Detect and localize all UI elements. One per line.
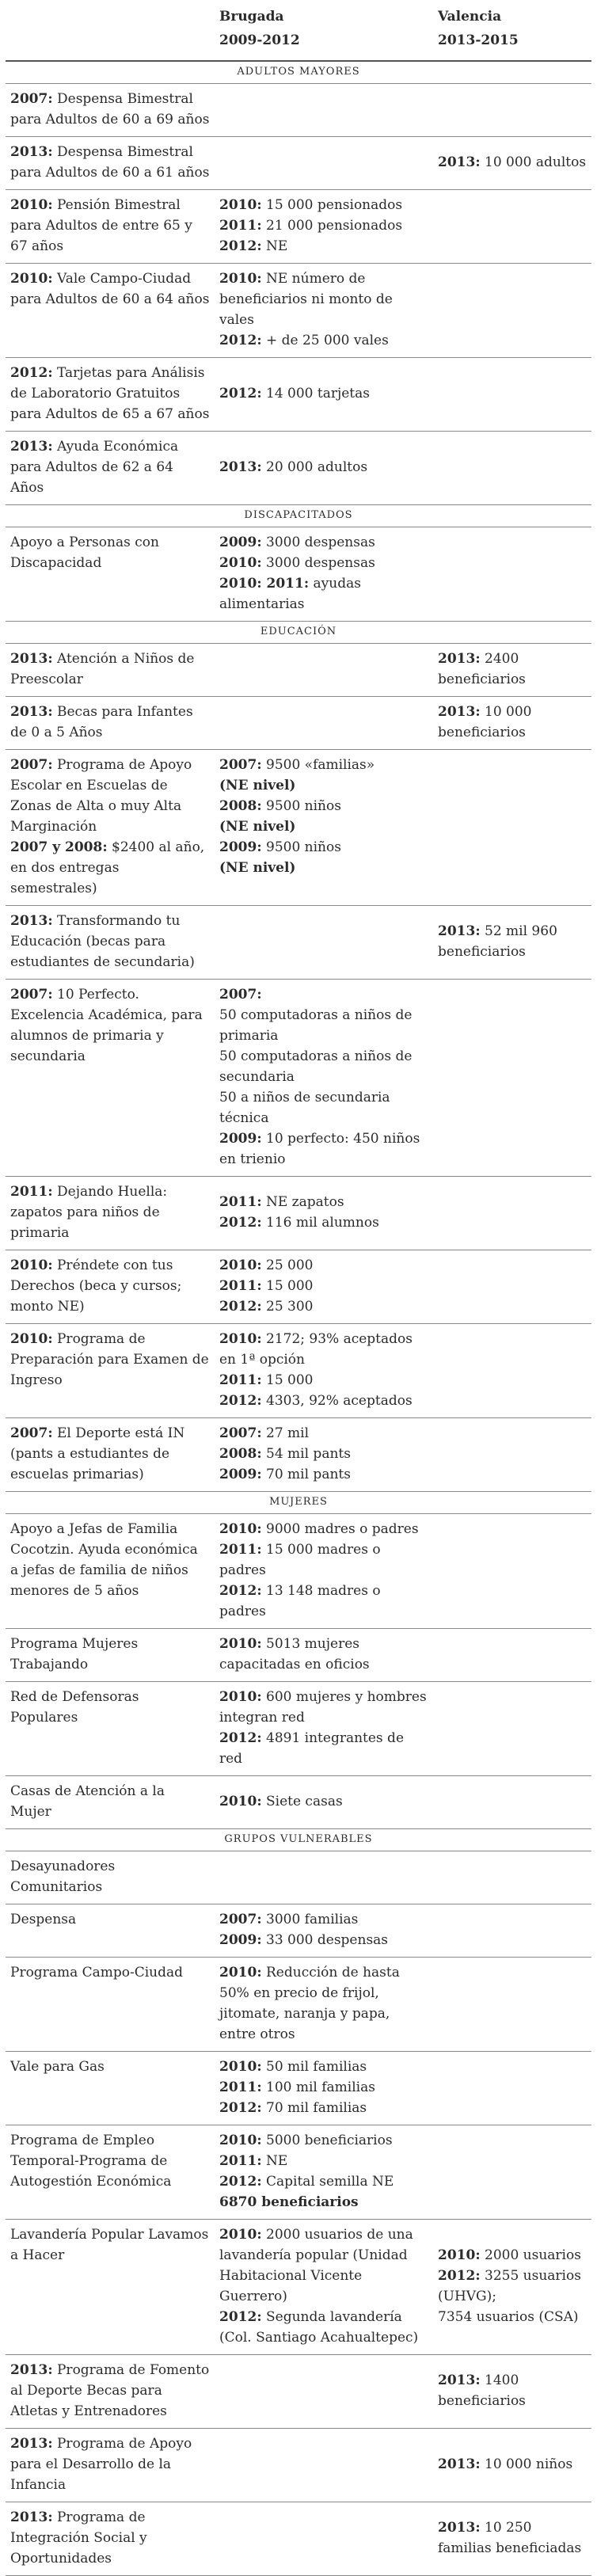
program-cell: Casas de Atención a la Mujer <box>6 1776 215 1829</box>
program-cell: 2007: El Deporte está IN (pants a estudiantes de escuelas primarias) <box>6 1418 215 1492</box>
brugada-cell: 2010: 15 000 pensionados 2011: 21 000 pensionados 2012: NE <box>215 190 433 264</box>
program-cell: 2013: Programa de Apoyo para el Desarrollo de la Infancia <box>6 2429 215 2502</box>
brugada-cell: 2010: Reducción de hasta 50% en precio de frijol, jitomate, naranja y papa, entre otros <box>215 1958 433 2052</box>
program-cell: 2010: Programa de Preparación para Examen de Ingreso <box>6 1324 215 1418</box>
table-row <box>6 1776 591 1829</box>
valencia-cell <box>433 432 591 505</box>
brugada-cell: 2010: NE número de beneficiarios ni monto de vales 2012: + de 25 000 vales <box>215 264 433 358</box>
table-row <box>6 1418 591 1492</box>
program-cell: Red de Defensoras Populares <box>6 1682 215 1776</box>
program-cell: 2013: Despensa Bimestral para Adultos de 60 a 61 años <box>6 137 215 190</box>
brugada-cell <box>215 2502 433 2576</box>
valencia-cell <box>433 1776 591 1829</box>
table-row <box>6 264 591 358</box>
brugada-cell: 2010: 5000 beneficiarios 2011: NE 2012: Capital semilla NE 6870 beneficiarios <box>215 2125 433 2220</box>
program-cell: 2013: Becas para Infantes de 0 a 5 Años <box>6 697 215 750</box>
valencia-cell <box>433 358 591 432</box>
program-cell: Desayunadores Comunitarios <box>6 1851 215 1904</box>
valencia-cell: 2013: 10 000 niños <box>433 2429 591 2502</box>
table-row <box>6 906 591 980</box>
brugada-cell <box>215 2355 433 2429</box>
valencia-cell <box>433 84 591 137</box>
valencia-cell: 2013: 2400 beneficiarios <box>433 644 591 697</box>
program-cell: 2013: Programa de Fomento al Deporte Becas para Atletas y Entrenadores <box>6 2355 215 2429</box>
table-row <box>6 527 591 622</box>
table-row <box>6 2502 591 2576</box>
valencia-cell <box>433 1514 591 1629</box>
brugada-cell <box>215 644 433 697</box>
section-mujeres: MUJERES <box>6 1492 591 1514</box>
table-row <box>6 1514 591 1629</box>
valencia-cell <box>433 1958 591 2052</box>
brugada-cell: 2010: 9000 madres o padres 2011: 15 000 madres o padres 2012: 13 148 madres o padres <box>215 1514 433 1629</box>
brugada-cell <box>215 84 433 137</box>
valencia-cell <box>433 1851 591 1904</box>
table-row <box>6 2125 591 2220</box>
table-row <box>6 750 591 906</box>
table-row <box>6 2220 591 2355</box>
table-row <box>6 1958 591 2052</box>
programs-table <box>6 0 591 2576</box>
valencia-cell <box>433 527 591 622</box>
program-cell: Programa Campo-Ciudad <box>6 1958 215 2052</box>
section-educacion: EDUCACIÓN <box>6 622 591 644</box>
table-row <box>6 358 591 432</box>
brugada-cell: 2009: 3000 despensas 2010: 3000 despensas 2010: 2011: ayudas alimentarias <box>215 527 433 622</box>
valencia-cell <box>433 1250 591 1324</box>
table-row <box>6 137 591 190</box>
brugada-cell: 2010: 50 mil familias 2011: 100 mil familias 2012: 70 mil familias <box>215 2052 433 2125</box>
program-cell: 2010: Vale Campo-Ciudad para Adultos de 60 a 64 años <box>6 264 215 358</box>
brugada-cell: 2010: 2000 usuarios de una lavandería popular (Unidad Habitacional Vicente Guerrero) 2012: Segunda lavandería (Col. Santiago Acahualtepec) <box>215 2220 433 2355</box>
program-cell: Programa de Empleo Temporal-Programa de Autogestión Económica <box>6 2125 215 2220</box>
brugada-cell: 2010: 25 000 2011: 15 000 2012: 25 300 <box>215 1250 433 1324</box>
brugada-cell: 2013: 20 000 adultos <box>215 432 433 505</box>
valencia-cell <box>433 1418 591 1492</box>
brugada-cell: 2010: 5013 mujeres capacitadas en oficios <box>215 1629 433 1682</box>
brugada-period: 2009-2012 <box>219 32 300 48</box>
table-row <box>6 1250 591 1324</box>
valencia-cell: 2013: 10 250 familias beneficiadas <box>433 2502 591 2576</box>
section-row <box>6 1829 591 1851</box>
brugada-cell: 2010: 600 mujeres y hombres integran red 2012: 4891 integrantes de red <box>215 1682 433 1776</box>
program-cell: Apoyo a Personas con Discapacidad <box>6 527 215 622</box>
brugada-cell <box>215 137 433 190</box>
brugada-cell <box>215 1851 433 1904</box>
valencia-cell: 2013: 1400 beneficiarios <box>433 2355 591 2429</box>
valencia-cell <box>433 1324 591 1418</box>
program-cell: Vale para Gas <box>6 2052 215 2125</box>
valencia-cell <box>433 264 591 358</box>
section-adultos-mayores: ADULTOS MAYORES <box>6 61 591 84</box>
program-cell: 2010: Préndete con tus Derechos (beca y cursos; monto NE) <box>6 1250 215 1324</box>
program-cell: 2013: Atención a Niños de Preescolar <box>6 644 215 697</box>
valencia-cell <box>433 1177 591 1250</box>
table-row <box>6 980 591 1177</box>
program-cell: 2013: Ayuda Económica para Adultos de 62 a 64 Años <box>6 432 215 505</box>
brugada-cell <box>215 906 433 980</box>
table-row <box>6 84 591 137</box>
table-row <box>6 1177 591 1250</box>
valencia-period: 2013-2015 <box>438 32 519 48</box>
table-row <box>6 1324 591 1418</box>
header-row <box>6 0 591 61</box>
program-cell: 2007: Despensa Bimestral para Adultos de 60 a 69 años <box>6 84 215 137</box>
valencia-cell <box>433 190 591 264</box>
program-cell: 2013: Programa de Integración Social y Oportunidades <box>6 2502 215 2576</box>
valencia-cell: 2013: 52 mil 960 beneficiarios <box>433 906 591 980</box>
table-row <box>6 432 591 505</box>
brugada-cell: 2007: 9500 «familias» (NE nivel) 2008: 9500 niños (NE nivel) 2009: 9500 niños (NE nivel) <box>215 750 433 906</box>
table-row <box>6 190 591 264</box>
brugada-cell: 2012: 14 000 tarjetas <box>215 358 433 432</box>
valencia-cell <box>433 2052 591 2125</box>
program-cell: 2010: Pensión Bimestral para Adultos de entre 65 y 67 años <box>6 190 215 264</box>
valencia-cell <box>433 980 591 1177</box>
brugada-cell <box>215 2429 433 2502</box>
program-cell: 2013: Transformando tu Educación (becas para estudiantes de secundaria) <box>6 906 215 980</box>
table-row <box>6 644 591 697</box>
table-row <box>6 2052 591 2125</box>
table-row <box>6 1851 591 1904</box>
valencia-cell <box>433 1682 591 1776</box>
brugada-cell: 2007: 50 computadoras a niños de primaria 50 computadoras a niños de secundaria 50 a niños de secundaria técnica 2009: 10 perfecto: 450 niños en trienio <box>215 980 433 1177</box>
valencia-column-header <box>433 0 591 61</box>
valencia-cell: 2013: 10 000 adultos <box>433 137 591 190</box>
brugada-cell: 2011: NE zapatos 2012: 116 mil alumnos <box>215 1177 433 1250</box>
brugada-cell: 2007: 27 mil 2008: 54 mil pants 2009: 70 mil pants <box>215 1418 433 1492</box>
program-cell: Programa Mujeres Trabajando <box>6 1629 215 1682</box>
program-cell: Lavandería Popular Lavamos a Hacer <box>6 2220 215 2355</box>
valencia-cell <box>433 1629 591 1682</box>
program-cell: 2012: Tarjetas para Análisis de Laboratorio Gratuitos para Adultos de 65 a 67 años <box>6 358 215 432</box>
brugada-cell <box>215 697 433 750</box>
valencia-name: Valencia <box>438 9 502 25</box>
table-row <box>6 1629 591 1682</box>
valencia-cell <box>433 1904 591 1958</box>
table-row <box>6 1682 591 1776</box>
program-cell: Apoyo a Jefas de Familia Cocotzin. Ayuda económica a jefas de familia de niños menores de 5 años <box>6 1514 215 1629</box>
program-cell: 2007: 10 Perfecto. Excelencia Académica, para alumnos de primaria y secundaria <box>6 980 215 1177</box>
valencia-cell <box>433 750 591 906</box>
program-column-header <box>6 0 215 61</box>
brugada-cell: 2010: 2172; 93% aceptados en 1ª opción 2011: 15 000 2012: 4303, 92% aceptados <box>215 1324 433 1418</box>
section-discapacitados: DISCAPACITADOS <box>6 505 591 527</box>
valencia-cell: 2013: 10 000 beneficiarios <box>433 697 591 750</box>
table-row <box>6 697 591 750</box>
brugada-cell: 2007: 3000 familias 2009: 33 000 despensas <box>215 1904 433 1958</box>
valencia-cell <box>433 2125 591 2220</box>
section-row <box>6 1492 591 1514</box>
table-row <box>6 2355 591 2429</box>
brugada-cell: 2010: Siete casas <box>215 1776 433 1829</box>
program-cell: Despensa <box>6 1904 215 1958</box>
section-grupos-vulnerables: GRUPOS VULNERABLES <box>6 1829 591 1851</box>
table-row <box>6 2429 591 2502</box>
valencia-cell: 2010: 2000 usuarios 2012: 3255 usuarios (UHVG); 7354 usuarios (CSA) <box>433 2220 591 2355</box>
program-cell: 2007: Programa de Apoyo Escolar en Escuelas de Zonas de Alta o muy Alta Marginación 2007 y 2008: $2400 al año, en dos entregas semestrales) <box>6 750 215 906</box>
section-row <box>6 505 591 527</box>
section-row <box>6 61 591 84</box>
program-cell: 2011: Dejando Huella: zapatos para niños de primaria <box>6 1177 215 1250</box>
section-row <box>6 622 591 644</box>
brugada-name: Brugada <box>219 9 284 25</box>
table-row <box>6 1904 591 1958</box>
brugada-column-header <box>215 0 433 61</box>
